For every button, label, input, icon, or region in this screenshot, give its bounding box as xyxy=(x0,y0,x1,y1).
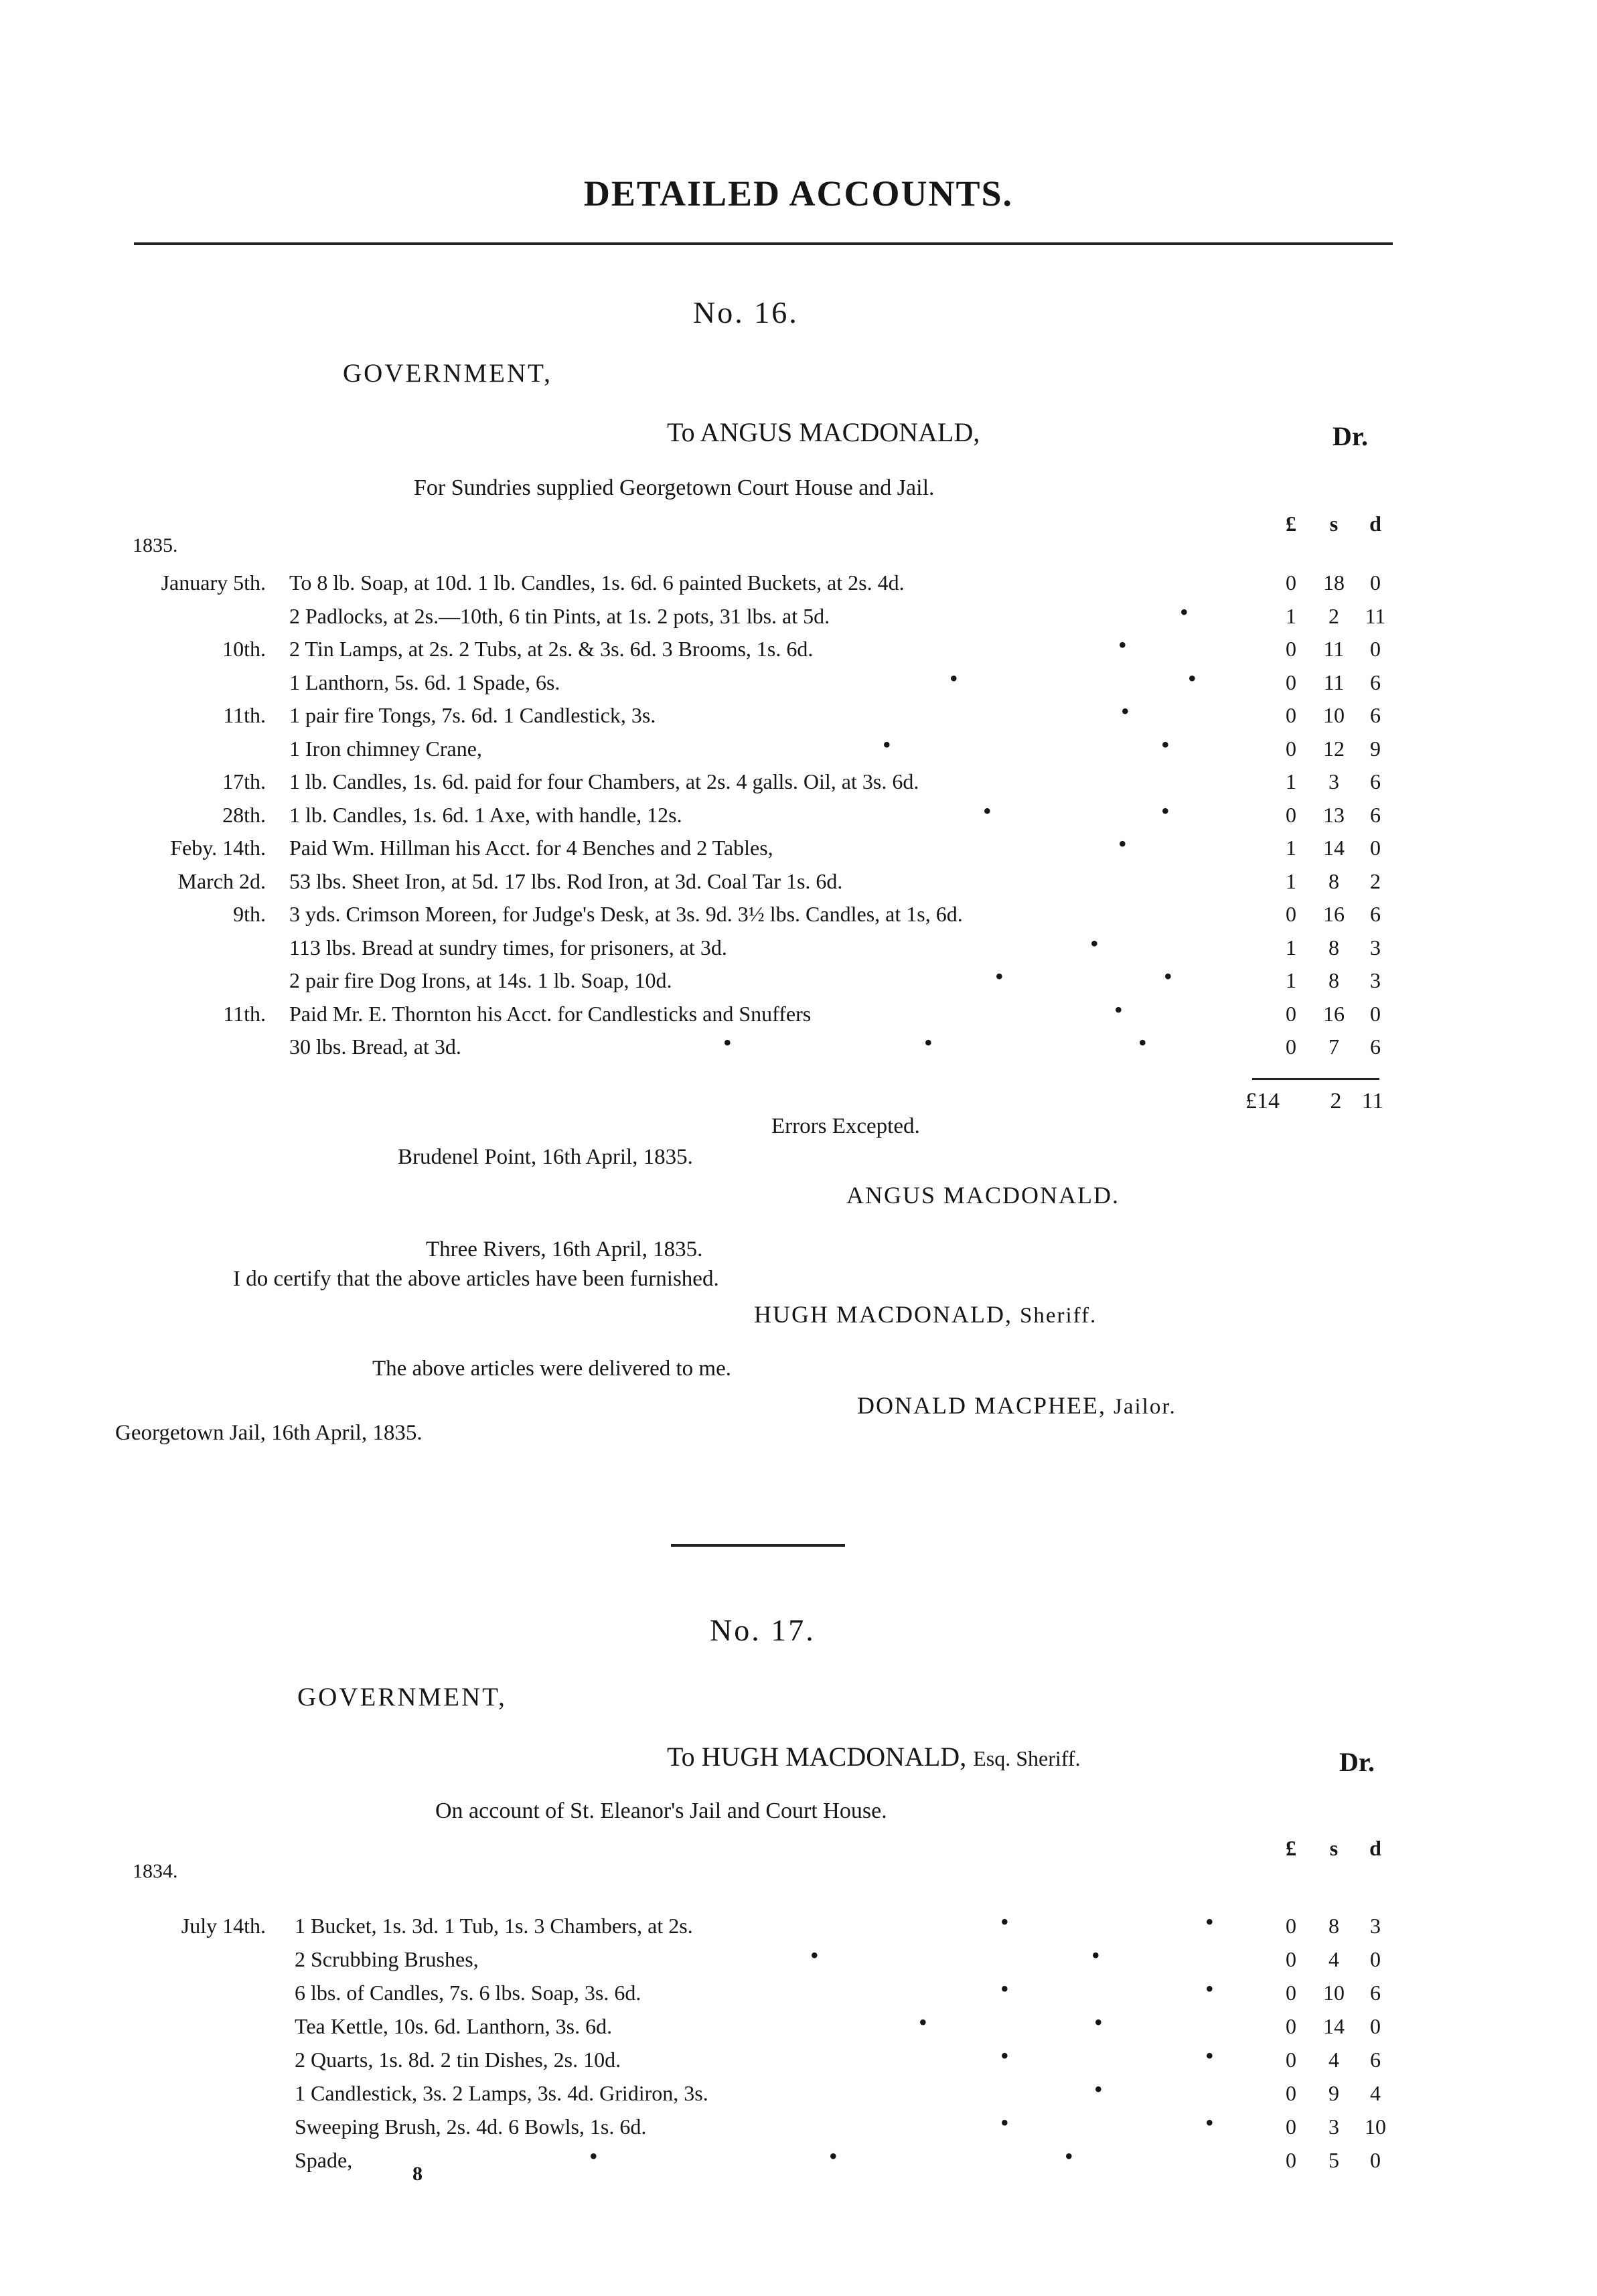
amount-pence: 0 xyxy=(1370,2014,1381,2038)
entry-description: 2 Tin Lamps, at 2s. 2 Tubs, at 2s. & 3s. 6d. 3 Brooms, 1s. 6d. xyxy=(289,637,814,661)
amount-pounds: 0 xyxy=(1286,2048,1296,2072)
signer-donald-macphee-name: DONALD MACPHEE, xyxy=(857,1392,1106,1419)
amount-pence: 0 xyxy=(1370,570,1381,595)
entry-description: Sweeping Brush, 2s. 4d. 6 Bowls, 1s. 6d. xyxy=(295,2115,647,2139)
amount-pence: 6 xyxy=(1370,703,1381,727)
entry-date: 10th. xyxy=(222,637,266,661)
leader-dot: • xyxy=(919,2009,927,2036)
amount-shillings: 7 xyxy=(1328,1035,1339,1059)
table-row xyxy=(0,2109,1597,2148)
entry-date: 11th. xyxy=(223,703,266,727)
amount-pounds: 0 xyxy=(1286,570,1296,595)
table-row xyxy=(0,631,1597,670)
entry-description: 1 Lanthorn, 5s. 6d. 1 Spade, 6s. xyxy=(289,670,560,694)
account-17-col-shillings: s xyxy=(1329,1836,1339,1860)
amount-shillings: 12 xyxy=(1323,736,1345,761)
account-16-government: GOVERNMENT, xyxy=(343,359,552,388)
amount-pounds: 1 xyxy=(1286,868,1296,893)
leader-dot: • xyxy=(723,1029,732,1056)
leader-dot: • xyxy=(1118,830,1127,857)
amount-shillings: 3 xyxy=(1328,769,1339,793)
table-row xyxy=(0,869,1597,903)
amount-pounds: 0 xyxy=(1286,1035,1296,1059)
leader-dot: • xyxy=(1161,731,1170,758)
account-17-to-line xyxy=(667,1741,1080,1772)
account-17-col-pounds: £ xyxy=(1286,1836,1296,1860)
table-row xyxy=(0,2042,1597,2081)
amount-pence: 6 xyxy=(1370,769,1381,793)
leader-dot: • xyxy=(1114,996,1123,1023)
entry-description: 1 lb. Candles, 1s. 6d. 1 Axe, with handle, 12s. xyxy=(289,802,682,827)
amount-pounds: 0 xyxy=(1286,2115,1296,2139)
leader-dot: • xyxy=(1138,1029,1147,1056)
amount-shillings: 9 xyxy=(1328,2081,1339,2105)
table-row xyxy=(0,2143,1597,2182)
amount-pounds: 0 xyxy=(1286,670,1296,694)
entry-description: 6 lbs. of Candles, 7s. 6 lbs. Soap, 3s. 6d. xyxy=(295,1981,641,2005)
amount-pence: 0 xyxy=(1370,836,1381,860)
account-16-to-line: To ANGUS MACDONALD, xyxy=(667,417,980,447)
entry-description: Tea Kettle, 10s. 6d. Lanthorn, 3s. 6d. xyxy=(295,2014,613,2038)
amount-pounds: 0 xyxy=(1286,902,1296,926)
entry-description: 2 Padlocks, at 2s.—10th, 6 tin Pints, at 1s. 2 pots, 31 lbs. at 5d. xyxy=(289,603,830,628)
amount-shillings: 11 xyxy=(1323,637,1345,661)
amount-pence: 10 xyxy=(1365,2115,1386,2139)
amount-pounds: 0 xyxy=(1286,1001,1296,1026)
leader-dot: • xyxy=(1205,2042,1214,2069)
section-separator xyxy=(671,1544,845,1547)
account-17-year: 1834. xyxy=(133,1860,178,1882)
signer-donald-macphee xyxy=(857,1391,1176,1420)
entry-description: 2 Quarts, 1s. 8d. 2 tin Dishes, 2s. 10d. xyxy=(295,2048,621,2072)
account-16-total-pounds: £14 xyxy=(1245,1089,1280,1114)
table-row xyxy=(0,996,1597,1035)
amount-pence: 6 xyxy=(1370,2048,1381,2072)
account-16-total-rule xyxy=(1252,1078,1379,1080)
amount-pounds: 1 xyxy=(1286,603,1296,628)
account-17-to-name: To HUGH MACDONALD, xyxy=(667,1742,967,1772)
account-16-col-pence: d xyxy=(1369,512,1381,536)
entry-description: 1 Candlestick, 3s. 2 Lamps, 3s. 4d. Gridiron, 3s. xyxy=(295,2081,708,2105)
entry-date: Feby. 14th. xyxy=(170,836,266,860)
entry-description: 1 Bucket, 1s. 3d. 1 Tub, 1s. 3 Chambers, at 2s. xyxy=(295,1914,693,1938)
leader-dot: • xyxy=(924,1029,933,1056)
leader-dot: • xyxy=(1094,2009,1103,2036)
place-date-three-rivers: Three Rivers, 16th April, 1835. xyxy=(426,1237,703,1261)
amount-shillings: 8 xyxy=(1328,868,1339,893)
amount-pounds: 0 xyxy=(1286,1914,1296,1938)
entry-description: Spade, xyxy=(295,2148,353,2172)
table-row xyxy=(0,2076,1597,2115)
entry-date: 9th. xyxy=(233,902,266,926)
account-16-number: No. 16. xyxy=(693,295,799,329)
entry-description: 30 lbs. Bread, at 3d. xyxy=(289,1035,461,1059)
account-16-col-shillings: s xyxy=(1329,512,1339,536)
page-header: DETAILED ACCOUNTS. xyxy=(583,173,1014,214)
table-row xyxy=(0,963,1597,1002)
leader-dot: • xyxy=(949,664,958,692)
amount-pence: 6 xyxy=(1370,902,1381,926)
table-row xyxy=(0,570,1597,604)
entry-description: 1 Iron chimney Crane, xyxy=(289,736,482,761)
amount-pounds: 1 xyxy=(1286,769,1296,793)
amount-pence: 0 xyxy=(1370,637,1381,661)
entry-date: July 14th. xyxy=(181,1914,266,1938)
amount-pence: 3 xyxy=(1370,1914,1381,1938)
amount-pounds: 0 xyxy=(1286,2081,1296,2105)
amount-pence: 0 xyxy=(1370,1001,1381,1026)
amount-pounds: 1 xyxy=(1286,968,1296,992)
errors-excepted: Errors Excepted. xyxy=(771,1114,920,1138)
leader-dot: • xyxy=(1094,2076,1103,2102)
account-16-col-pounds: £ xyxy=(1286,512,1296,536)
amount-shillings: 8 xyxy=(1328,968,1339,992)
table-row xyxy=(0,1942,1597,1981)
leader-dot: • xyxy=(1000,1908,1009,1935)
account-17-dr: Dr. xyxy=(1339,1747,1375,1777)
entry-description: Paid Mr. E. Thornton his Acct. for Candlesticks and Snuffers xyxy=(289,1001,812,1026)
amount-pounds: 0 xyxy=(1286,736,1296,761)
amount-shillings: 8 xyxy=(1328,935,1339,960)
amount-pounds: 1 xyxy=(1286,935,1296,960)
amount-shillings: 5 xyxy=(1328,2148,1339,2172)
certify-statement: I do certify that the above articles have been furnished. xyxy=(233,1267,719,1291)
amount-pence: 11 xyxy=(1365,603,1386,628)
amount-pence: 6 xyxy=(1370,802,1381,827)
entry-description: To 8 lb. Soap, at 10d. 1 lb. Candles, 1s. 6d. 6 painted Buckets, at 2s. 4d. xyxy=(289,570,905,595)
leader-dot: • xyxy=(983,797,992,824)
leader-dot: • xyxy=(829,2143,838,2169)
entry-description: 113 lbs. Bread at sundry times, for prisoners, at 3d. xyxy=(289,935,727,960)
leader-dot: • xyxy=(589,2143,598,2169)
amount-shillings: 8 xyxy=(1328,1914,1339,1938)
amount-pence: 6 xyxy=(1370,670,1381,694)
amount-pence: 2 xyxy=(1370,868,1381,893)
leader-dot: • xyxy=(883,731,891,758)
account-17-number: No. 17. xyxy=(710,1613,816,1647)
amount-shillings: 2 xyxy=(1328,603,1339,628)
amount-shillings: 14 xyxy=(1323,2014,1345,2038)
table-row xyxy=(0,2009,1597,2048)
leader-dot: • xyxy=(1205,1908,1214,1935)
table-row xyxy=(0,797,1597,836)
amount-pence: 4 xyxy=(1370,2081,1381,2105)
amount-pence: 6 xyxy=(1370,1035,1381,1059)
amount-pence: 0 xyxy=(1370,2148,1381,2172)
entry-date: 17th. xyxy=(222,769,266,793)
table-row xyxy=(0,1908,1597,1947)
entry-description: 1 pair fire Tongs, 7s. 6d. 1 Candlestick, 3s. xyxy=(289,703,656,727)
entry-description: 2 pair fire Dog Irons, at 14s. 1 lb. Soap, 10d. xyxy=(289,968,672,992)
leader-dot: • xyxy=(1121,698,1130,724)
amount-shillings: 10 xyxy=(1323,1981,1345,2005)
table-row xyxy=(0,598,1597,637)
amount-pence: 3 xyxy=(1370,968,1381,992)
table-row xyxy=(0,769,1597,803)
place-date-georgetown-jail: Georgetown Jail, 16th April, 1835. xyxy=(115,1421,423,1445)
signer-hugh-macdonald-name: HUGH MACDONALD, xyxy=(754,1301,1012,1328)
amount-pence: 9 xyxy=(1370,736,1381,761)
account-17-col-pence: d xyxy=(1369,1836,1381,1860)
account-16-dr: Dr. xyxy=(1333,421,1368,451)
page-number: 8 xyxy=(412,2163,423,2185)
amount-pounds: 0 xyxy=(1286,637,1296,661)
amount-shillings: 14 xyxy=(1323,836,1345,860)
amount-pence: 0 xyxy=(1370,1947,1381,1971)
amount-pounds: 0 xyxy=(1286,703,1296,727)
delivered-statement: The above articles were delivered to me. xyxy=(372,1357,731,1381)
leader-dot: • xyxy=(1065,2143,1073,2169)
leader-dot: • xyxy=(1188,664,1197,692)
table-row xyxy=(0,664,1597,704)
amount-shillings: 4 xyxy=(1328,2048,1339,2072)
account-16-total-pence: 11 xyxy=(1361,1089,1384,1114)
account-17-government: GOVERNMENT, xyxy=(297,1683,507,1711)
amount-shillings: 16 xyxy=(1323,1001,1345,1026)
account-16-for-line: For Sundries supplied Georgetown Court House and Jail. xyxy=(414,475,935,500)
leader-dot: • xyxy=(1000,2109,1009,2136)
amount-pounds: 0 xyxy=(1286,1947,1296,1971)
account-16-year: 1835. xyxy=(133,534,178,556)
signer-hugh-macdonald-title: Sheriff. xyxy=(1020,1304,1097,1328)
amount-shillings: 4 xyxy=(1328,1947,1339,1971)
amount-pounds: 0 xyxy=(1286,2148,1296,2172)
leader-dot: • xyxy=(1164,963,1172,990)
amount-pence: 6 xyxy=(1370,1981,1381,2005)
place-date-brudenel: Brudenel Point, 16th April, 1835. xyxy=(398,1145,693,1169)
amount-shillings: 18 xyxy=(1323,570,1345,595)
amount-pounds: 0 xyxy=(1286,1981,1296,2005)
amount-shillings: 16 xyxy=(1323,902,1345,926)
amount-pounds: 1 xyxy=(1286,836,1296,860)
leader-dot: • xyxy=(1118,631,1127,658)
leader-dot: • xyxy=(1180,598,1189,625)
amount-shillings: 3 xyxy=(1328,2115,1339,2139)
leader-dot: • xyxy=(995,963,1004,990)
amount-pence: 3 xyxy=(1370,935,1381,960)
leader-dot: • xyxy=(810,1942,819,1969)
table-row xyxy=(0,698,1597,737)
table-row xyxy=(0,902,1597,935)
table-row xyxy=(0,731,1597,770)
table-row xyxy=(0,830,1597,869)
entry-description: 53 lbs. Sheet Iron, at 5d. 17 lbs. Rod Iron, at 3d. Coal Tar 1s. 6d. xyxy=(289,868,843,893)
leader-dot: • xyxy=(1161,797,1170,824)
entry-date: January 5th. xyxy=(161,570,266,595)
entry-description: 1 lb. Candles, 1s. 6d. paid for four Chambers, at 2s. 4 galls. Oil, at 3s. 6d. xyxy=(289,769,919,793)
signer-donald-macphee-title: Jailor. xyxy=(1114,1395,1176,1419)
account-16-total-shillings: 2 xyxy=(1330,1089,1342,1114)
amount-pounds: 0 xyxy=(1286,802,1296,827)
leader-dot: • xyxy=(1091,1942,1100,1969)
leader-dot: • xyxy=(1000,1975,1009,2002)
table-row xyxy=(0,1975,1597,2014)
account-17-to-suffix: Esq. Sheriff. xyxy=(973,1746,1081,1770)
leader-dot: • xyxy=(1205,1975,1214,2002)
signer-hugh-macdonald xyxy=(754,1300,1097,1328)
entry-description: 2 Scrubbing Brushes, xyxy=(295,1947,479,1971)
leader-dot: • xyxy=(1205,2109,1214,2136)
header-rule xyxy=(134,242,1393,245)
table-row xyxy=(0,1029,1597,1068)
amount-shillings: 10 xyxy=(1323,703,1345,727)
entry-description: 3 yds. Crimson Moreen, for Judge's Desk, at 3s. 9d. 3½ lbs. Candles, at 1s, 6d. xyxy=(289,902,963,926)
entry-date: 28th. xyxy=(222,802,266,827)
account-17-for-line: On account of St. Eleanor's Jail and Court House. xyxy=(435,1798,887,1823)
entry-date: March 2d. xyxy=(177,868,266,893)
signer-angus-macdonald: ANGUS MACDONALD. xyxy=(846,1182,1120,1209)
amount-pounds: 0 xyxy=(1286,2014,1296,2038)
table-row xyxy=(0,929,1597,969)
amount-shillings: 13 xyxy=(1323,802,1345,827)
leader-dot: • xyxy=(1090,929,1099,957)
entry-description: Paid Wm. Hillman his Acct. for 4 Benches and 2 Tables, xyxy=(289,836,773,860)
amount-shillings: 11 xyxy=(1323,670,1345,694)
leader-dot: • xyxy=(1000,2042,1009,2069)
entry-date: 11th. xyxy=(223,1001,266,1026)
